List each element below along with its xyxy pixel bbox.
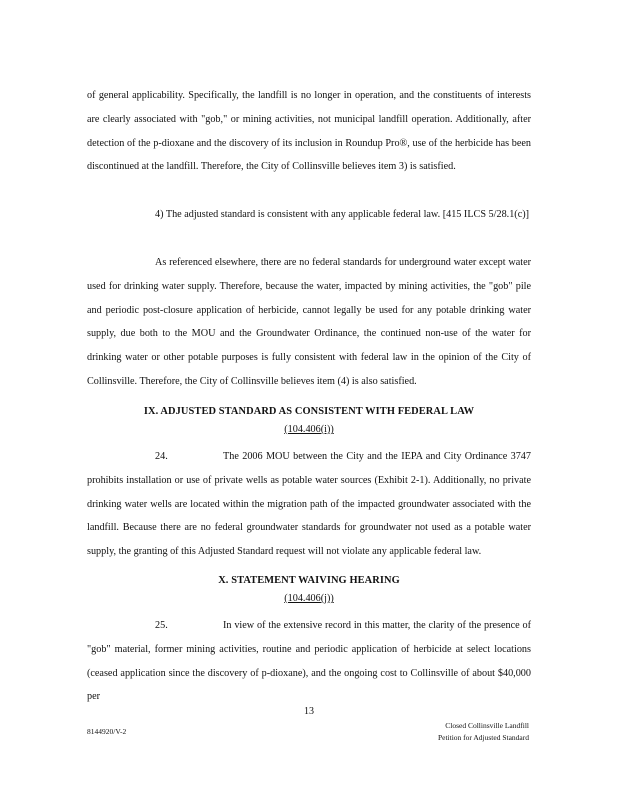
paragraph-text: The 2006 MOU between the City and the IEPA and City Ordinance 3747 prohibits installation or use of private wells as potable water sources (Exhibit 2-1). Additionally, no private drinking water wells are located within the migration path of the impacted groundwater associated with the landfill. Because there are no federal groundwater standards for groundwater not used as a potable water supply, the granting of this Adjusted Standard request will not violate any applicable federal law. bbox=[87, 451, 531, 558]
document-footer-title bbox=[438, 720, 529, 744]
section-citation-ix: (104.406(i)) bbox=[284, 424, 334, 435]
section-citation-x: (104.406(j)) bbox=[284, 593, 334, 604]
document-id: 8144920/V-2 bbox=[87, 727, 127, 736]
paragraph-number: 25. bbox=[155, 620, 168, 631]
paragraph-continued: of general applicability. Specifically, the landfill is no longer in operation, and the constituents of interests are clearly associated with "gob," or mining activities, not municipal landfill operation. Additionally, after detection of the p-dioxane and the discovery of its inclusion in Roundup Pro®, use of the herbicide has been discontinued at the landfill. Therefore, the City of Collinsville believes item 3) is satisfied. bbox=[87, 90, 531, 173]
section-heading-ix: IX. ADJUSTED STANDARD AS CONSISTENT WITH FEDERAL LAW bbox=[143, 406, 475, 417]
footer-title-line-2: Petition for Adjusted Standard bbox=[437, 733, 529, 742]
section-heading-x: X. STATEMENT WAIVING HEARING bbox=[218, 575, 400, 586]
criterion-4-paragraph: 4) The adjusted standard is consistent with any applicable federal law. [415 ILCS 5/28.1(c)] bbox=[155, 209, 530, 220]
footer-title-line-1: Closed Collinsville Landfill bbox=[445, 721, 529, 730]
paragraph-text: In view of the extensive record in this matter, the clarity of the presence of "gob" material, former mining activities, routine and periodic application of herbicide at select locations (ceased application since the discovery of p-dioxane), and the ongoing cost to Collinsville of about $40,000 per bbox=[87, 620, 531, 703]
paragraph-number: 24. bbox=[155, 451, 168, 462]
numbered-paragraph-24 bbox=[87, 445, 531, 564]
federal-law-paragraph: As referenced elsewhere, there are no federal standards for underground water except water used for drinking water supply. Therefore, because the water, impacted by mining activities, the "gob" pile and periodic post-closure application of herbicide, cannot legally be used for any potable drinking water supply, due both to the MOU and the Groundwater Ordinance, the continued non-use of the water for drinking water or other potable purposes is fully consistent with federal law in the opinion of the City of Collinsville. Therefore, the City of Collinsville believes item (4) is also satisfied. bbox=[87, 257, 531, 387]
numbered-paragraph-25 bbox=[87, 614, 531, 709]
page-number: 13 bbox=[304, 706, 314, 717]
